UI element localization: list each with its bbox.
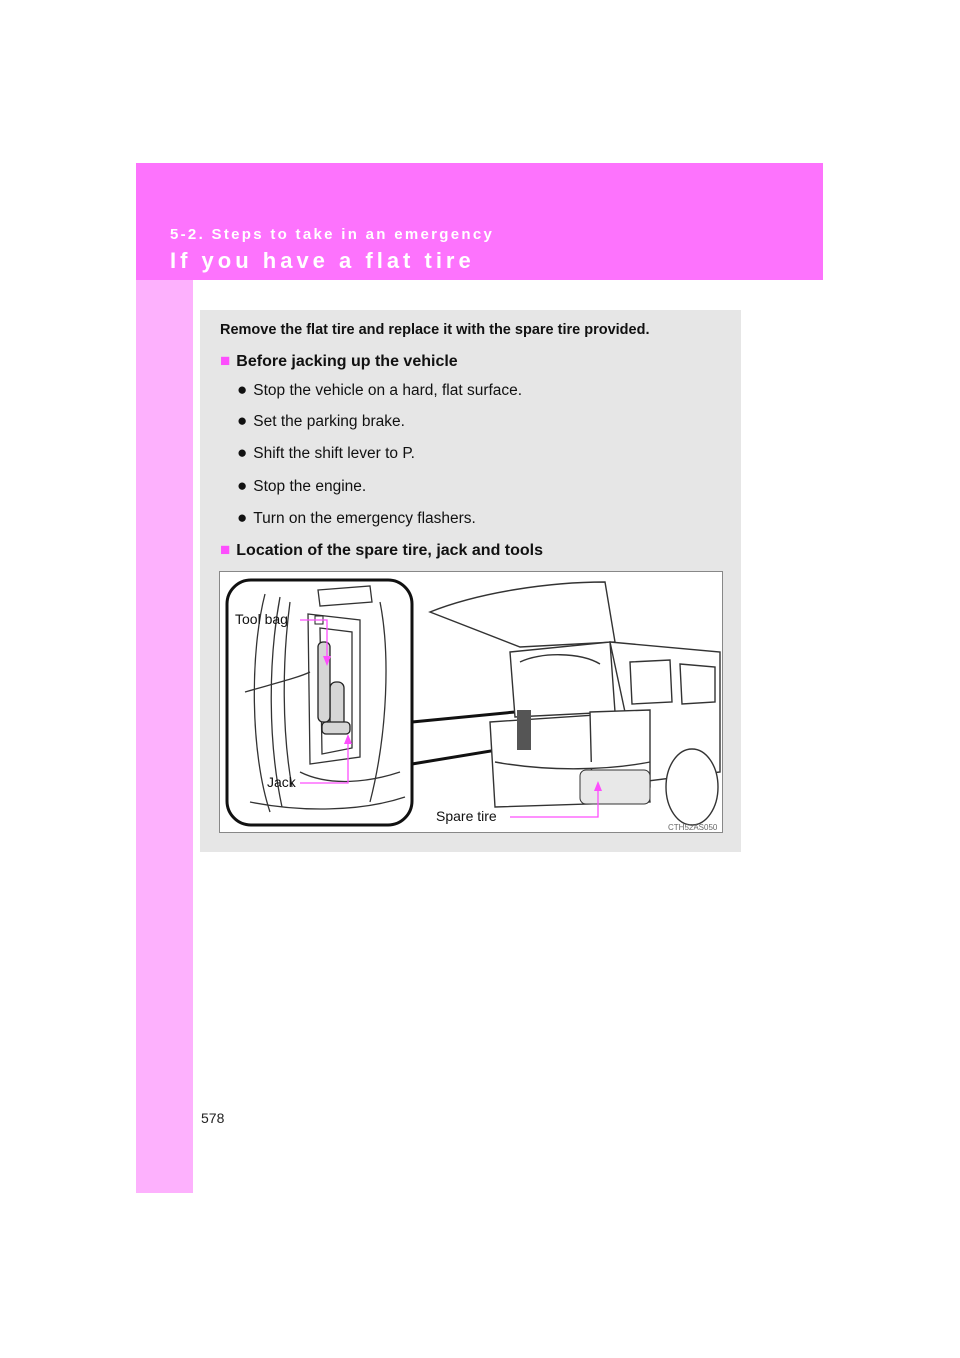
subheading-text: Location of the spare tire, jack and tools: [236, 542, 544, 559]
square-marker-icon: ■: [220, 540, 231, 559]
spare-tire-shape: [580, 770, 650, 804]
square-marker-icon: ■: [220, 351, 231, 370]
list-item: [237, 476, 366, 496]
figure-code: CTH52AS050: [668, 823, 718, 832]
bullet-icon: ●: [237, 443, 248, 462]
tool-area-shape: [517, 710, 531, 750]
spare-tire-label: Spare tire: [436, 808, 497, 824]
list-item-text: Set the parking brake.: [253, 413, 405, 430]
subheading-before-jacking: [220, 351, 458, 371]
vehicle-illustration: [219, 571, 723, 833]
list-item: [237, 443, 415, 463]
subheading-text: Before jacking up the vehicle: [236, 353, 458, 370]
connector-line: [412, 712, 515, 722]
intro-text: Remove the flat tire and replace it with the spare tire provided.: [220, 322, 650, 338]
subheading-location: [220, 540, 543, 560]
list-item: [237, 380, 522, 400]
section-label: 5-2. Steps to take in an emergency: [170, 226, 495, 243]
bullet-icon: ●: [237, 508, 248, 527]
list-item-text: Shift the shift lever to P.: [253, 445, 415, 462]
page-title: If you have a flat tire: [170, 248, 475, 273]
side-strip: [136, 163, 193, 1193]
illustration-svg: [220, 572, 722, 832]
bullet-icon: ●: [237, 380, 248, 399]
jack-label: Jack: [267, 774, 296, 790]
list-item-text: Stop the vehicle on a hard, flat surface.: [253, 382, 523, 399]
bullet-icon: ●: [237, 476, 248, 495]
list-item: [237, 411, 405, 431]
vehicle-shape: [430, 582, 720, 825]
page-number: 578: [201, 1110, 225, 1126]
list-item: [237, 508, 476, 528]
list-item-text: Turn on the emergency flashers.: [253, 510, 476, 527]
list-item-text: Stop the engine.: [253, 478, 367, 495]
tool-bag-label: Tool bag: [235, 611, 288, 627]
bullet-icon: ●: [237, 411, 248, 430]
